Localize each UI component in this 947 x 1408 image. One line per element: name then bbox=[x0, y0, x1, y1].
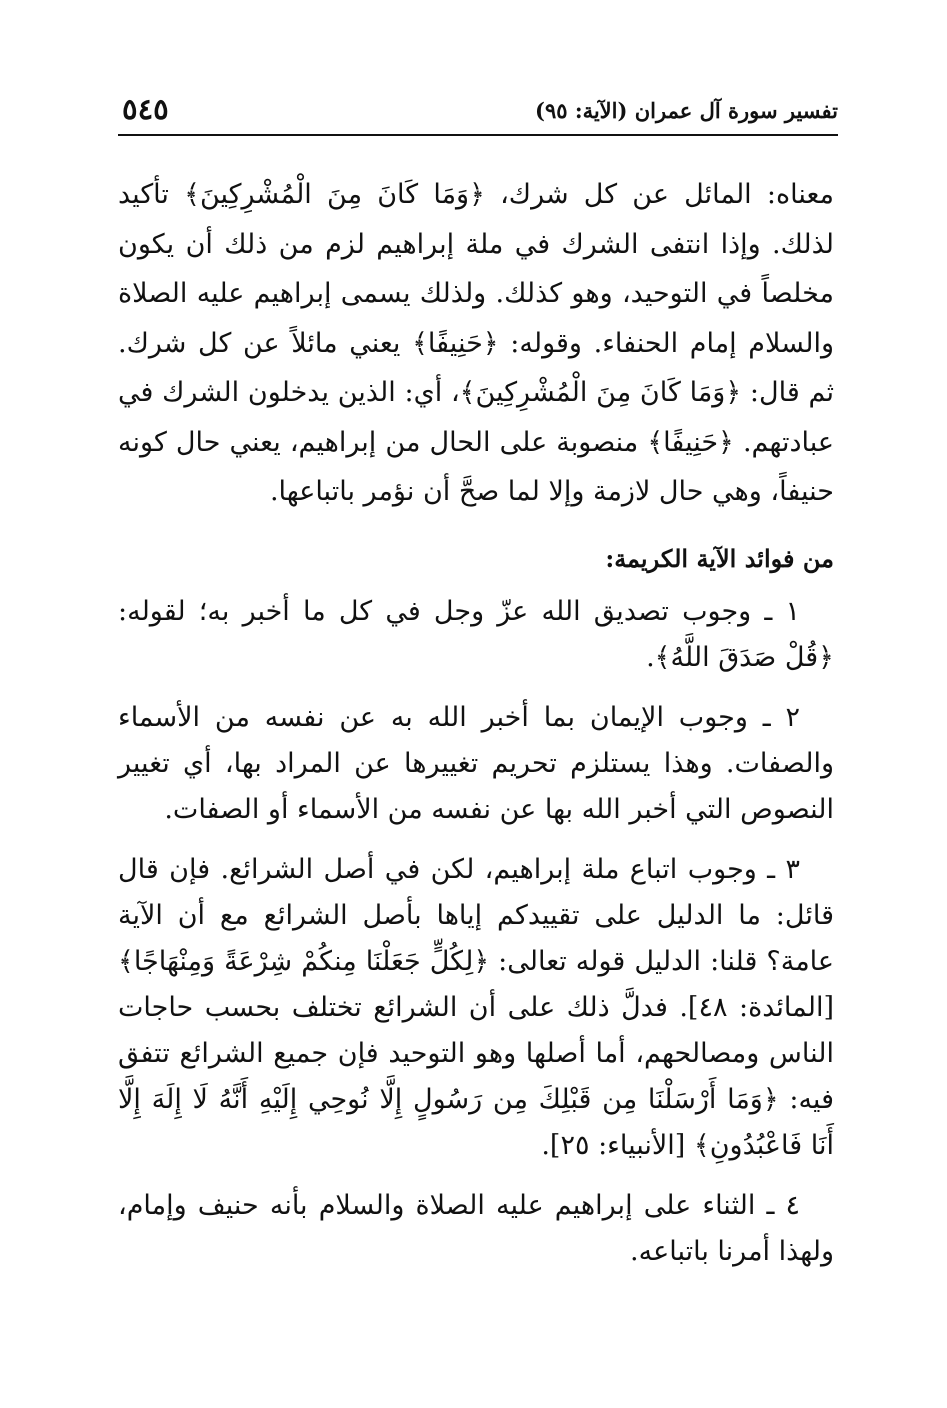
benefit-item-3: ٣ ـ وجوب اتباع ملة إبراهيم، لكن في أصل الشرائع. فإن قال قائل: ما الدليل على تقييدكم إياها بأصل الشرائع مع أن الآية عامة؟ قلنا: الدليل قوله تعالى: ﴿لِكُلٍّ جَعَلْنَا مِنكُمْ شِرْعَةً وَمِنْهَاجًا﴾ [المائدة: ٤٨]. فدلَّ ذلك على أن الشرائع تختلف بحسب حاجات الناس ومصالحهم، أما أصلها وهو التوحيد فإن جميع الشرائع تتفق فيه: ﴿وَمَا أَرْسَلْنَا مِن قَبْلِكَ مِن رَسُولٍ إِلَّا نُوحِي إِلَيْهِ أَنَّهُ لَا إِلَهَ إِلَّا أَنَا فَاعْبُدُونِ﴾ [الأنبياء: ٢٥]. bbox=[118, 853, 834, 1161]
running-title: تفسير سورة آل عمران (الآية: ٩٥) bbox=[535, 98, 838, 123]
header-divider bbox=[118, 134, 838, 136]
page-number: ٥٤٥ bbox=[122, 92, 169, 126]
benefit-item-2: ٢ ـ وجوب الإيمان بما أخبر الله به عن نفسه من الأسماء والصفات. وهذا يستلزم تحريم تغييرها عن المراد بها، أي تغيير النصوص التي أخبر الله بها عن نفسه من الأسماء أو الصفات. bbox=[118, 701, 834, 825]
intro-paragraph: معناه: المائل عن كل شرك، ﴿وَمَا كَانَ مِنَ الْمُشْرِكِينَ﴾ تأكيد لذلك. وإذا انتفى الشرك في ملة إبراهيم لزم من ذلك أن يكون مخلصاً في التوحيد، وهو كذلك. ولذلك يسمى إبراهيم عليه الصلاة والسلام إمام الحنفاء. وقوله: ﴿حَنِيفًا﴾ يعني مائلاً عن كل شرك. ثم قال: ﴿وَمَا كَانَ مِنَ الْمُشْرِكِينَ﴾، أي: الذين يدخلون الشرك في عبادتهم. ﴿حَنِيفًا﴾ منصوبة على الحال من إبراهيم، يعني حال كونه حنيفاً، وهي حال لازمة وإلا لما صحَّ أن نؤمر باتباعها. bbox=[118, 179, 834, 507]
benefit-item-4: ٤ ـ الثناء على إبراهيم عليه الصلاة والسلام بأنه حنيف وإمام، ولهذا أمرنا باتباعه. bbox=[118, 1189, 834, 1267]
page-header bbox=[118, 92, 838, 138]
section-heading: من فوائد الآية الكريمة: bbox=[605, 543, 834, 573]
page-body bbox=[118, 170, 834, 1289]
benefit-item-1: ١ ـ وجوب تصديق الله عزّ وجل في كل ما أخبر به؛ لقوله: ﴿قُلْ صَدَقَ اللَّهُ﴾. bbox=[118, 595, 834, 673]
